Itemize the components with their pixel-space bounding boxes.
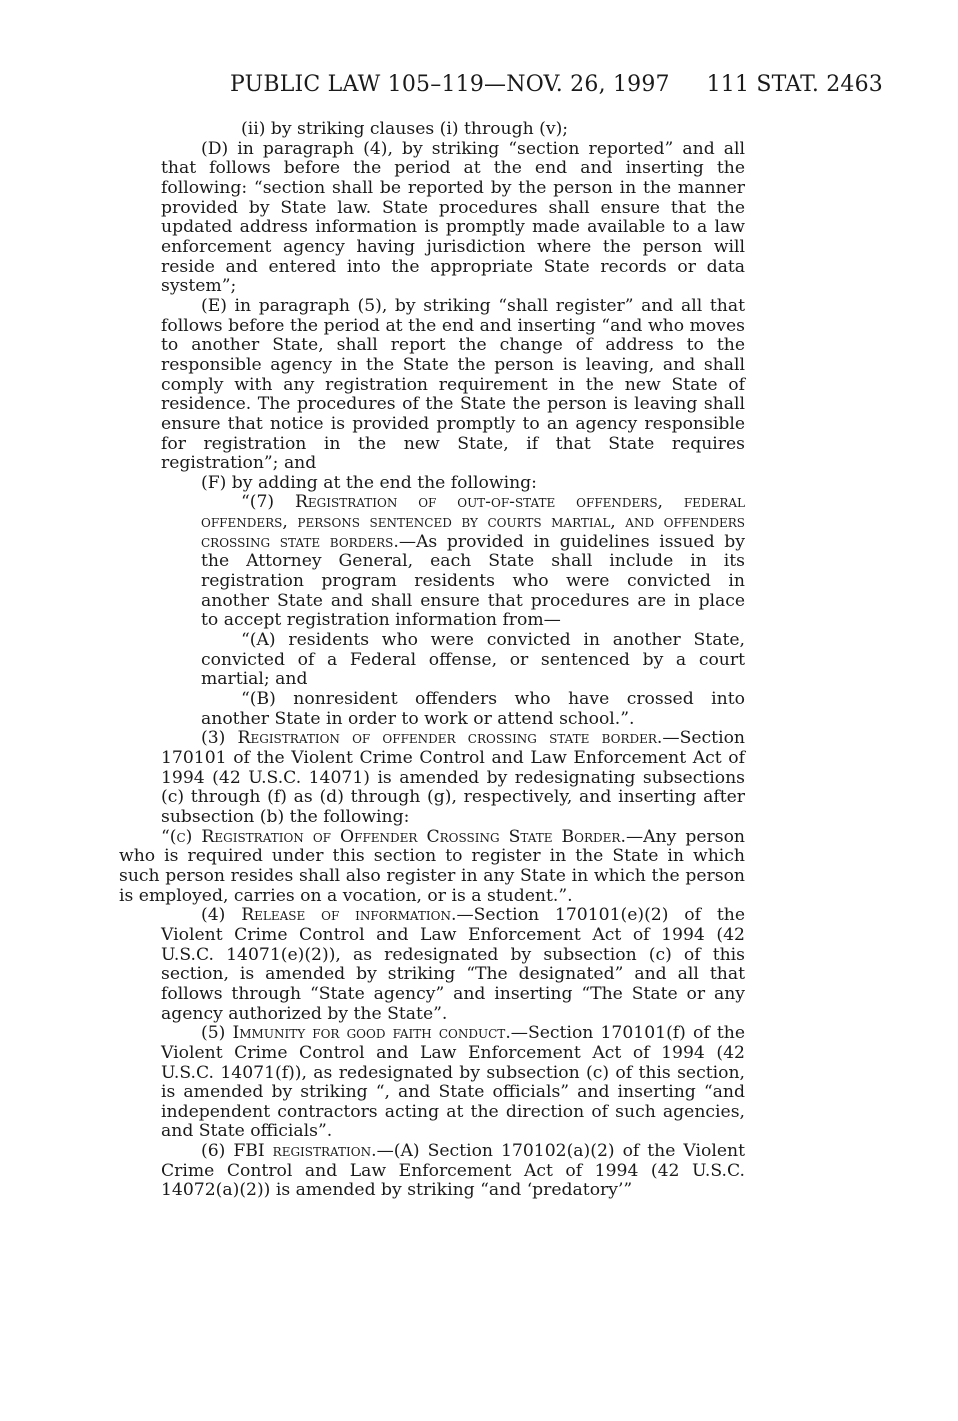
subparagraph-a: “(A) residents who were convicted in another State, convicted of a Federal offense, or sentenced by a court martial; and [201, 630, 745, 690]
section-4 [119, 906, 745, 1024]
section-6 [119, 1142, 745, 1201]
paragraph-7 [119, 493, 745, 631]
section-6-text: —(A) Section 170102(a)(2) of the Violent Crime Control and Law Enforcement Act of 1994 (42 U.S.C. 14072(a)(2)) is amended by striking “and ‘predatory’” [161, 1141, 746, 1201]
subparagraph-b: “(B) nonresident offenders who have crossed into another State in order to work or attend school.”. [201, 689, 745, 729]
subsection-c-text: —Any person who is required under this section to register in the State in which such person resides shall also register in any State in which the person is employed, carries on a vocation, or is a student.”. [119, 826, 745, 906]
page-number: 111 STAT. 2463 [706, 72, 883, 97]
section-3-text: —Section 170101 of the Violent Crime Control and Law Enforcement Act of 1994 (42 U.S.C. 14071) is amended by redesignating subsections (c) through (f) as (d) through (g), respectively, and inserting after subsection (b) the following: [161, 728, 745, 827]
section-5 [119, 1024, 745, 1142]
running-header: PUBLIC LAW 105–119—NOV. 26, 1997 [230, 72, 670, 97]
section-3 [119, 729, 745, 827]
section-5-heading: (5) Immunity for good faith conduct. [201, 1023, 511, 1044]
subsection-c [119, 828, 745, 907]
subparagraph-e: (E) in paragraph (5), by striking “shall register” and all that follows before the period at the end and inserting “and who moves to another State, shall report the change of address to the responsible agency in the State the person is leaving, and shall comply with any registration requirement in the new State of residence. The procedures of the State the person is leaving shall ensure that notice is provided promptly to an agency responsible for registration in the new State, if that State requires registration”; and [161, 295, 745, 474]
section-4-heading: (4) Release of information. [201, 905, 457, 926]
statute-text [119, 120, 745, 1201]
subparagraph-d: (D) in paragraph (4), by striking “section reported” and all that follows before the period at the end and inserting the following: “section shall be reported by the person in the manner provided by State law. State procedures shall ensure that the updated address information is promptly made available to a law enforcement agency having jurisdiction where the person will reside and entered into the appropriate State records or data system”; [161, 138, 745, 297]
section-3-heading: (3) Registration of offender crossing state border. [201, 728, 663, 749]
subsection-c-heading: “(c) Registration of Offender Crossing State Border. [161, 826, 626, 847]
section-4-text: —Section 170101(e)(2) of the Violent Crime Control and Law Enforcement Act of 1994 (42 U.S.C. 14071(e)(2)), as redesignated by subsection (c) of this section, is amended by striking “The designated” and all that follows through “State agency” and inserting “The State or any agency authorized by the State”. [161, 905, 746, 1024]
subparagraph-f: (F) by adding at the end the following: [201, 472, 537, 493]
section-5-text: —Section 170101(f) of the Violent Crime Control and Law Enforcement Act of 1994 (42 U.S.C. 14071(f)), as redesignated by subsection (c) of this section, is amended by striking “, and State officials” and inserting “and independent contractors acting at the direction of such agencies, and State officials”. [161, 1023, 745, 1142]
section-6-heading: (6) FBI registration. [201, 1141, 377, 1162]
paragraph-7-heading: “(7) Registration of out-of-state offenders, federal offenders, persons sentenced by courts martial, and offenders crossing state borders. [201, 492, 745, 552]
clause-ii: (ii) by striking clauses (i) through (v); [241, 119, 569, 139]
paragraph-7-text: —As provided in guidelines issued by the Attorney General, each State shall include in its registration program residents who were convicted in another State and shall ensure that procedures are in place to accept registration information from— [201, 531, 745, 631]
